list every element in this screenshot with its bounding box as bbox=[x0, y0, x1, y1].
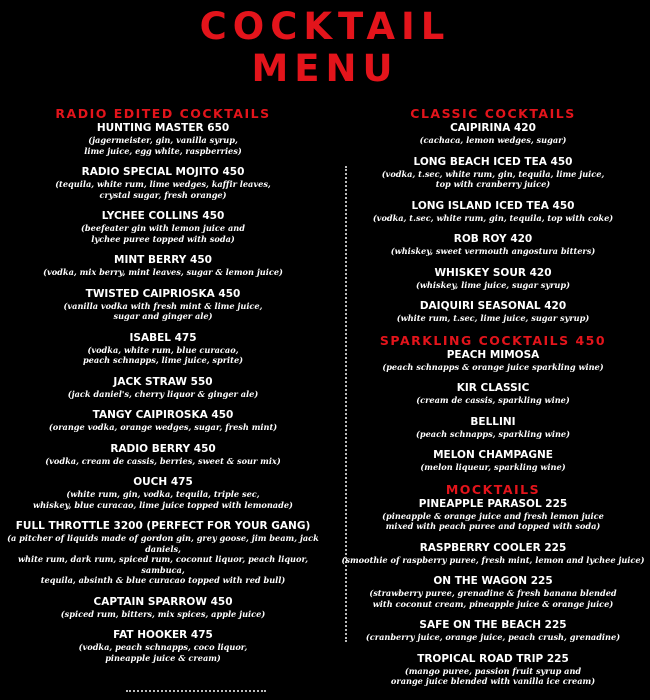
menu-item-name: WHISKEY SOUR 420 bbox=[434, 266, 552, 279]
menu-item bbox=[336, 382, 650, 406]
menu-item-description: (cachaca, lemon wedges, sugar) bbox=[419, 135, 567, 145]
menu-item bbox=[336, 542, 650, 566]
menu-item-name: RADIO BERRY 450 bbox=[110, 442, 216, 455]
sparkling-list bbox=[336, 349, 650, 473]
menu-item-name: ON THE WAGON 225 bbox=[433, 575, 553, 587]
menu-item-name: MELON CHAMPAGNE bbox=[433, 449, 553, 461]
menu-item-name: LONG ISLAND ICED TEA 450 bbox=[411, 199, 575, 212]
menu-item-description: top with cranberry juice) bbox=[435, 179, 551, 189]
menu-item-name: TWISTED CAIPRIOSKA 450 bbox=[85, 287, 241, 300]
menu-item-name: BELLINI bbox=[470, 415, 516, 428]
menu-item-description: sugar and ginger ale) bbox=[113, 311, 213, 321]
menu-item bbox=[336, 619, 650, 643]
menu-item-name: TROPICAL ROAD TRIP 225 bbox=[417, 652, 569, 665]
menu-item-description: tequila, absinth & blue curacao topped with red bull) bbox=[40, 575, 286, 585]
menu-item bbox=[336, 233, 650, 257]
menu-item bbox=[0, 629, 326, 663]
menu-item bbox=[0, 443, 326, 467]
menu-item-name: OUCH 475 bbox=[133, 476, 193, 488]
menu-item-name: PEACH MIMOSA bbox=[446, 348, 540, 361]
menu-item-name: PINEAPPLE PARASOL 225 bbox=[418, 497, 568, 510]
menu-item-description: (vodka, t.sec, white rum, gin, tequila, top with coke) bbox=[372, 212, 614, 223]
menu-item-name: MINT BERRY 450 bbox=[114, 254, 212, 266]
menu-item-description: (white rum, t.sec, lime juice, sugar syrup) bbox=[396, 313, 590, 323]
menu-item-description: orange juice blended with vanilla ice cream) bbox=[390, 676, 596, 686]
menu-item-description: (vanilla vodka with fresh mint & lime juice, bbox=[63, 300, 263, 311]
menu-item-description: (melon liqueur, sparkling wine) bbox=[420, 462, 566, 472]
menu-item bbox=[336, 449, 650, 473]
menu-item-name: LONG BEACH ICED TEA 450 bbox=[413, 155, 573, 168]
menu-item-description: peach schnapps, lime juice, sprite) bbox=[82, 355, 244, 365]
left-column bbox=[0, 106, 326, 663]
menu-item-name: TANGY CAIPIROSKA 450 bbox=[92, 409, 234, 421]
menu-item-description: (white rum, gin, vodka, tequila, triple sec, bbox=[66, 489, 260, 499]
menu-item-name: CAPTAIN SPARROW 450 bbox=[93, 595, 233, 608]
section-heading-mocktails: MOCKTAILS bbox=[445, 481, 541, 497]
menu-item-description: (vodka, mix berry, mint leaves, sugar & lemon juice) bbox=[43, 267, 283, 277]
menu-item-description: (peach schnapps, sparkling wine) bbox=[415, 428, 571, 439]
menu-item-description: (vodka, t.sec, white rum, gin, tequila, lime juice, bbox=[381, 168, 605, 179]
menu-item-name: FULL THROTTLE 3200 (PERFECT FOR YOUR GANG) bbox=[15, 520, 311, 532]
menu-item-description: (tequila, white rum, lime wedges, kaffir leaves, bbox=[55, 179, 271, 189]
menu-item-description: (smoothie of raspberry puree, fresh mint, lemon and lychee juice) bbox=[341, 554, 645, 565]
right-column bbox=[336, 106, 650, 687]
menu-item-description: with coconut cream, pineapple juice & orange juice) bbox=[372, 598, 614, 609]
menu-item-description: (jack daniel's, cherry liquor & ginger ale) bbox=[67, 388, 259, 399]
menu-item bbox=[336, 653, 650, 687]
menu-item bbox=[0, 254, 326, 278]
menu-item-description: (whiskey, lime juice, sugar syrup) bbox=[415, 279, 570, 290]
menu-item-description: (mango puree, passion fruit syrup and bbox=[404, 665, 582, 676]
menu-item bbox=[336, 416, 650, 440]
menu-item-name: KIR CLASSIC bbox=[456, 382, 530, 394]
section-heading-radio-edited: RADIO EDITED COCKTAILS bbox=[55, 106, 271, 121]
menu-item bbox=[0, 476, 326, 510]
menu-item-name: JACK STRAW 550 bbox=[113, 375, 213, 388]
menu-item-name: HUNTING MASTER 650 bbox=[96, 122, 230, 134]
menu-item-description: crystal sugar, fresh orange) bbox=[99, 189, 227, 200]
menu-item-description: mixed with peach puree and topped with soda) bbox=[385, 521, 601, 531]
menu-item-name: RASPBERRY COOLER 225 bbox=[419, 541, 567, 554]
menu-item-description: (whiskey, sweet vermouth angostura bitters) bbox=[390, 246, 596, 256]
menu-item bbox=[336, 267, 650, 291]
classic-list bbox=[336, 122, 650, 324]
menu-item-description: (spiced rum, bitters, mix spices, apple juice) bbox=[60, 608, 266, 619]
menu-item-description: (beefeater gin with lemon juice and bbox=[81, 223, 245, 233]
menu-item bbox=[0, 376, 326, 400]
menu-item-description: (peach schnapps & orange juice sparkling wine) bbox=[382, 361, 604, 372]
menu-item-description: lychee puree topped with soda) bbox=[91, 233, 235, 244]
menu-item-description: (jagermeister, gin, vanilla syrup, bbox=[88, 135, 238, 145]
mocktails-list bbox=[336, 498, 650, 687]
menu-item-description: lime juice, egg white, raspberries) bbox=[84, 145, 242, 156]
menu-item bbox=[0, 409, 326, 433]
menu-item-description: (vodka, cream de cassis, berries, sweet & sour mix) bbox=[45, 455, 281, 466]
menu-item bbox=[0, 596, 326, 620]
menu-item-description: (vodka, white rum, blue curacao, bbox=[87, 344, 239, 355]
bottom-divider bbox=[126, 690, 266, 692]
menu-title-line2: MENU bbox=[251, 47, 399, 90]
menu-item bbox=[0, 332, 326, 366]
menu-item bbox=[336, 300, 650, 324]
menu-item bbox=[0, 520, 326, 586]
menu-item bbox=[0, 288, 326, 322]
menu-item-description: whiskey, blue curacao, lime juice topped with lemonade) bbox=[33, 499, 293, 510]
menu-item-name: LYCHEE COLLINS 450 bbox=[101, 210, 225, 222]
section-heading-sparkling: SPARKLING COCKTAILS 450 bbox=[379, 332, 607, 348]
menu-item-name: ROB ROY 420 bbox=[453, 233, 533, 245]
menu-item-name: CAIPIRINA 420 bbox=[450, 122, 536, 134]
section-heading-classic: CLASSIC COCKTAILS bbox=[410, 106, 576, 121]
radio-edited-list bbox=[0, 122, 326, 663]
menu-item-description: (strawberry puree, grenadine & fresh banana blended bbox=[369, 588, 617, 598]
menu-item-description: pineapple juice & cream) bbox=[105, 652, 221, 663]
menu-item bbox=[336, 575, 650, 609]
menu-item bbox=[0, 166, 326, 200]
menu-item-description: (orange vodka, orange wedges, sugar, fresh mint) bbox=[48, 422, 278, 432]
menu-item-description: white rum, dark rum, spiced rum, coconut liquor, peach liquor, sambuca, bbox=[17, 554, 309, 575]
menu-title bbox=[0, 6, 650, 90]
menu-item-name: RADIO SPECIAL MOJITO 450 bbox=[81, 166, 245, 178]
menu-item-description: (pineapple & orange juice and fresh lemon juice bbox=[382, 510, 604, 521]
menu-item-description: (vodka, peach schnapps, coco liquor, bbox=[78, 642, 248, 652]
menu-item bbox=[336, 349, 650, 373]
menu-title-line1: COCKTAIL bbox=[199, 5, 451, 48]
menu-item bbox=[336, 498, 650, 532]
menu-item-description: (cream de cassis, sparkling wine) bbox=[416, 395, 570, 405]
menu-item-name: FAT HOOKER 475 bbox=[113, 629, 213, 641]
menu-item-name: ISABEL 475 bbox=[129, 331, 197, 344]
menu-item bbox=[0, 210, 326, 244]
menu-item bbox=[336, 156, 650, 190]
menu-item-name: SAFE ON THE BEACH 225 bbox=[419, 619, 567, 631]
menu-item bbox=[336, 122, 650, 146]
menu-item bbox=[336, 200, 650, 224]
menu-item bbox=[0, 122, 326, 156]
menu-item-description: (cranberry juice, orange juice, peach crush, grenadine) bbox=[365, 632, 621, 642]
menu-item-description: (a pitcher of liquids made of gordon gin, grey goose, jim beam, jack daniels, bbox=[7, 533, 319, 554]
menu-item-name: DAIQUIRI SEASONAL 420 bbox=[419, 300, 567, 312]
